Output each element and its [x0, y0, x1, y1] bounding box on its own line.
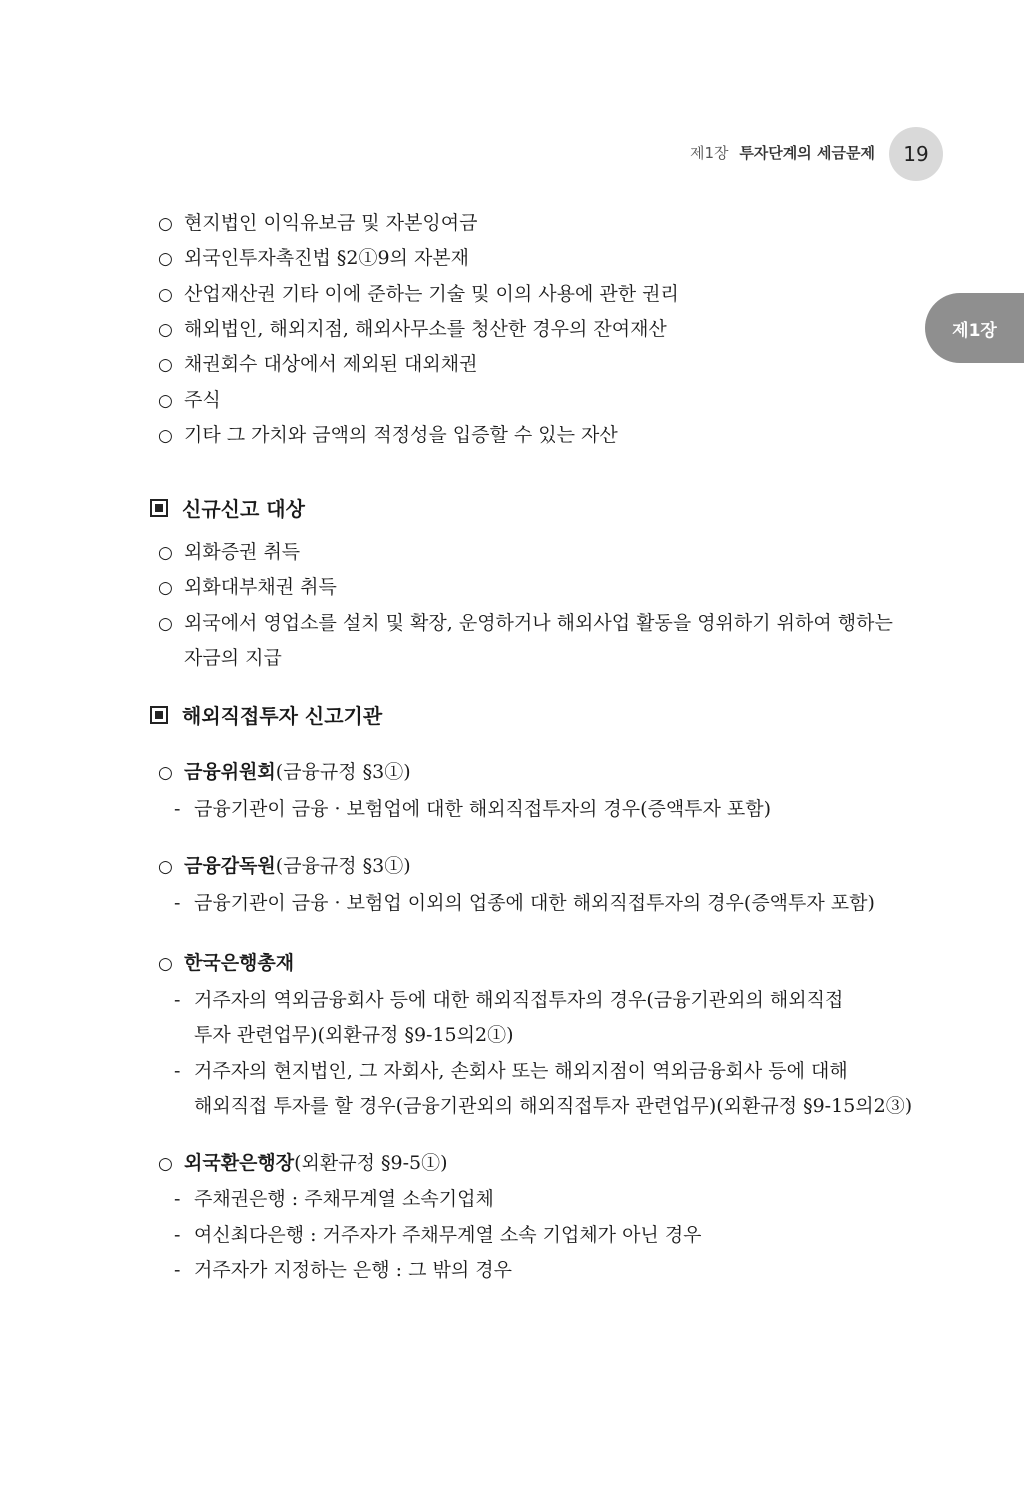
- org-item: [150, 757, 411, 784]
- org-note-continuation: 투자 관련업무)(외환규정 §9-15의2①): [194, 1024, 514, 1046]
- running-header: [690, 142, 875, 163]
- org-note: - 거주자의 역외금융회사 등에 대한 해외직접투자의 경우(금융기관외의 해외직접: [174, 989, 844, 1011]
- org-item: [150, 851, 411, 878]
- org-note: - 금융기관이 금융 · 보험업 이외의 업종에 대한 해외직접투자의 경우(증액투자 포함): [174, 892, 875, 914]
- bullet-icon: ○: [158, 426, 173, 446]
- org-name: 한국은행총재: [184, 952, 295, 974]
- header-title: 투자단계의 세금문제: [739, 144, 875, 162]
- bullet-icon: ○: [158, 391, 173, 411]
- square-bullet-icon: [150, 706, 168, 724]
- list-item: ○ 해외법인, 해외지점, 해외사무소를 청산한 경우의 잔여재산: [150, 314, 667, 341]
- org-name: 금융감독원: [184, 855, 276, 877]
- bullet-icon: ○: [158, 614, 173, 634]
- bullet-icon: ○: [158, 320, 173, 340]
- bullet-icon: ○: [158, 214, 173, 234]
- list-item: ○ 외화대부채권 취득: [150, 572, 337, 599]
- bullet-icon: ○: [158, 1154, 173, 1174]
- org-note: - 거주자의 현지법인, 그 자회사, 손회사 또는 해외지점이 역외금융회사 등에 대해: [174, 1060, 848, 1082]
- org-note: - 거주자가 지정하는 은행 : 그 밖의 경우: [174, 1259, 512, 1281]
- org-note-continuation: 해외직접 투자를 할 경우(금융기관외의 해외직접투자 관련업무)(외환규정 §9-15의2③): [194, 1095, 913, 1117]
- list-item: ○ 산업재산권 기타 이에 준하는 기술 및 이의 사용에 관한 권리: [150, 279, 679, 306]
- org-ref: (외환규정 §9-5①): [294, 1152, 448, 1174]
- org-item: [150, 1148, 448, 1175]
- org-note: - 여신최다은행 : 거주자가 주채무계열 소속 기업체가 아닌 경우: [174, 1224, 702, 1246]
- square-bullet-icon: [150, 499, 168, 517]
- list-item: ○ 현지법인 이익유보금 및 자본잉여금: [150, 208, 477, 235]
- org-note: - 금융기관이 금융 · 보험업에 대한 해외직접투자의 경우(증액투자 포함): [174, 798, 772, 820]
- bullet-icon: ○: [158, 285, 173, 305]
- bullet-icon: ○: [158, 543, 173, 563]
- org-ref: (금융규정 §3①): [275, 761, 411, 783]
- section-heading: 신규신고 대상: [150, 493, 305, 522]
- org-name: 외국환은행장: [184, 1152, 295, 1174]
- section-heading: 해외직접투자 신고기관: [150, 700, 382, 729]
- list-item: ○ 채권회수 대상에서 제외된 대외채권: [150, 349, 477, 376]
- list-item: ○ 주식: [150, 385, 221, 412]
- header-chapter: 제1장: [690, 144, 729, 162]
- org-ref: (금융규정 §3①): [275, 855, 411, 877]
- org-name: 금융위원회: [184, 761, 276, 783]
- page-number: 19: [889, 127, 943, 181]
- bullet-icon: ○: [158, 578, 173, 598]
- bullet-icon: ○: [158, 857, 173, 877]
- bullet-icon: ○: [158, 763, 173, 783]
- list-item: ○ 외국에서 영업소를 설치 및 확장, 운영하거나 해외사업 활동을 영위하기 위하여 행하는: [150, 608, 893, 635]
- bullet-icon: ○: [158, 249, 173, 269]
- org-item: [150, 948, 294, 975]
- list-item: ○ 외국인투자촉진법 §2①9의 자본재: [150, 243, 469, 270]
- bullet-icon: ○: [158, 954, 173, 974]
- list-item-continuation: 자금의 지급: [184, 647, 282, 669]
- list-item: ○ 외화증권 취득: [150, 537, 300, 564]
- org-note: - 주채권은행 : 주채무계열 소속기업체: [174, 1188, 494, 1210]
- chapter-tab: 제1장: [925, 293, 1024, 363]
- list-item: ○ 기타 그 가치와 금액의 적정성을 입증할 수 있는 자산: [150, 420, 618, 447]
- bullet-icon: ○: [158, 355, 173, 375]
